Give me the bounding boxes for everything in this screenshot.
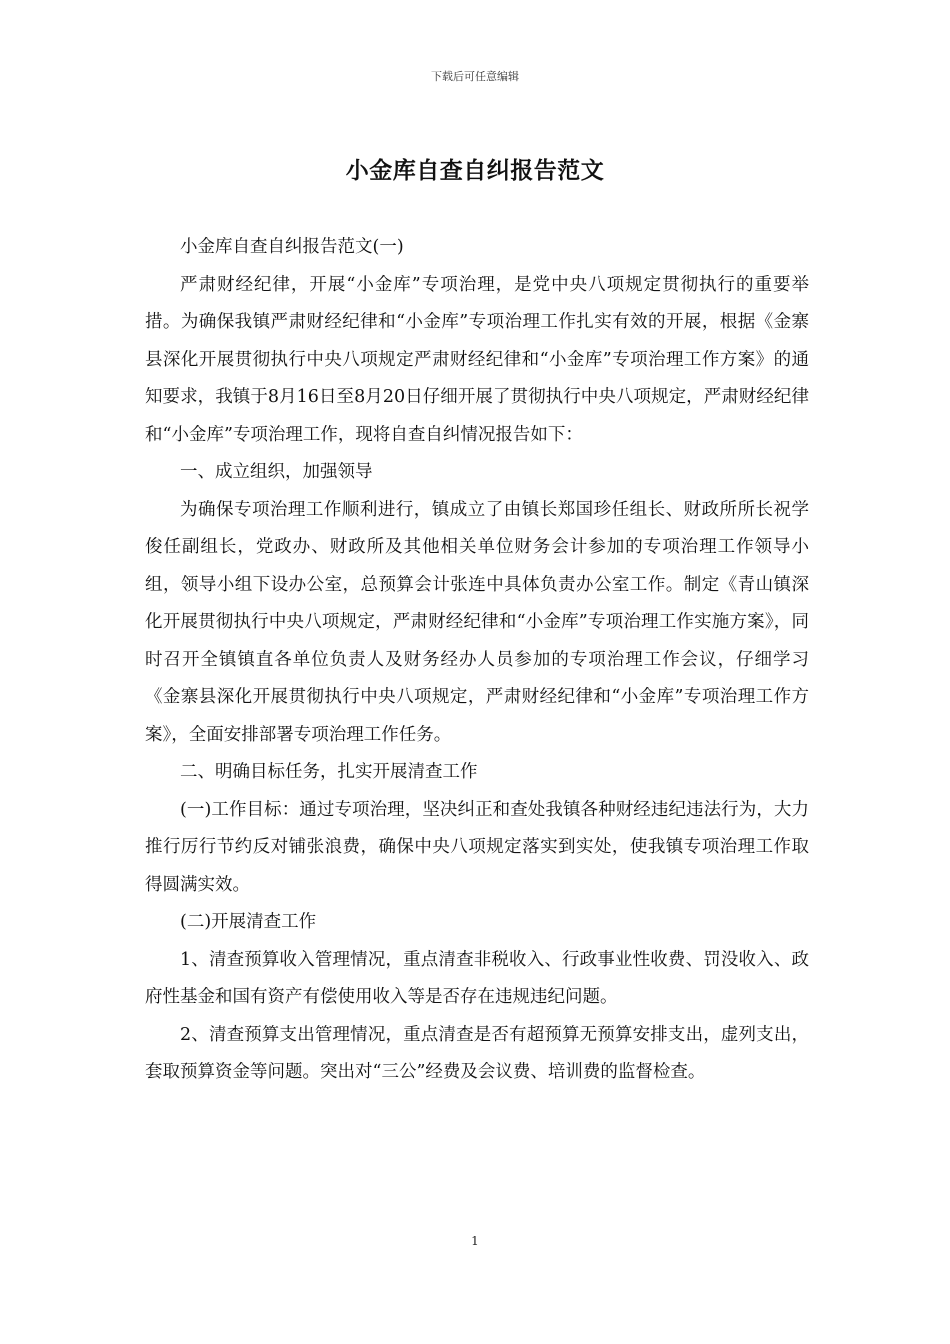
subsection-heading-inspection: (二)开展清查工作	[180, 912, 317, 932]
paragraph-item-2: 2、清查预算支出管理情况，重点清查是否有超预算无预算安排支出，虚列支出，套取预算资金等问题。突出对“三公”经费及会议费、培训费的监督检查。	[145, 1024, 809, 1082]
paragraph-subtitle: 小金库自查自纠报告范文(一)	[180, 237, 404, 257]
document-title: 小金库自查自纠报告范文	[345, 158, 605, 184]
paragraph-organization: 为确保专项治理工作顺利进行，镇成立了由镇长郑国珍任组长、财政所所长祝学俊任副组长，党政办、财政所及其他相关单位财务会计参加的专项治理工作领导小组，领导小组下设办公室，总预算会计张连中具体负责办公室工作。制定《青山镇深化开展贯彻执行中央八项规定，严肃财经纪律和“小金库”专项治理工作实施方案》，同时召开全镇镇直各单位负责人及财务经办人员参加的专项治理工作会议，仔细学习《金寨县深化开展贯彻执行中央八项规定，严肃财经纪律和“小金库”专项治理工作方案》，全面安排部署专项治理工作任务。	[145, 499, 809, 745]
paragraph-item-1: 1、清查预算收入管理情况，重点清查非税收入、行政事业性收费、罚没收入、政府性基金和国有资产有偿使用收入等是否存在违规违纪问题。	[145, 949, 809, 1007]
section-heading-1: 一、成立组织，加强领导	[180, 462, 373, 482]
paragraph-intro: 严肃财经纪律，开展“小金库”专项治理，是党中央八项规定贯彻执行的重要举措。为确保我镇严肃财经纪律和“小金库”专项治理工作扎实有效的开展，根据《金寨县深化开展贯彻执行中央八项规定严肃财经纪律和“小金库”专项治理工作方案》的通知要求，我镇于8月16日至8月20日仔细开展了贯彻执行中央八项规定，严肃财经纪律和“小金库”专项治理工作，现将自查自纠情况报告如下：	[145, 274, 809, 445]
section-heading-2: 二、明确目标任务，扎实开展清查工作	[180, 762, 478, 782]
page-header-note: 下载后可任意编辑	[431, 70, 519, 83]
page-number: 1	[471, 1234, 479, 1248]
document-body	[145, 229, 809, 1092]
paragraph-work-goal: (一)工作目标：通过专项治理，坚决纠正和查处我镇各种财经违纪违法行为，大力推行厉行节约反对铺张浪费，确保中央八项规定落实到实处，使我镇专项治理工作取得圆满实效。	[145, 799, 809, 895]
